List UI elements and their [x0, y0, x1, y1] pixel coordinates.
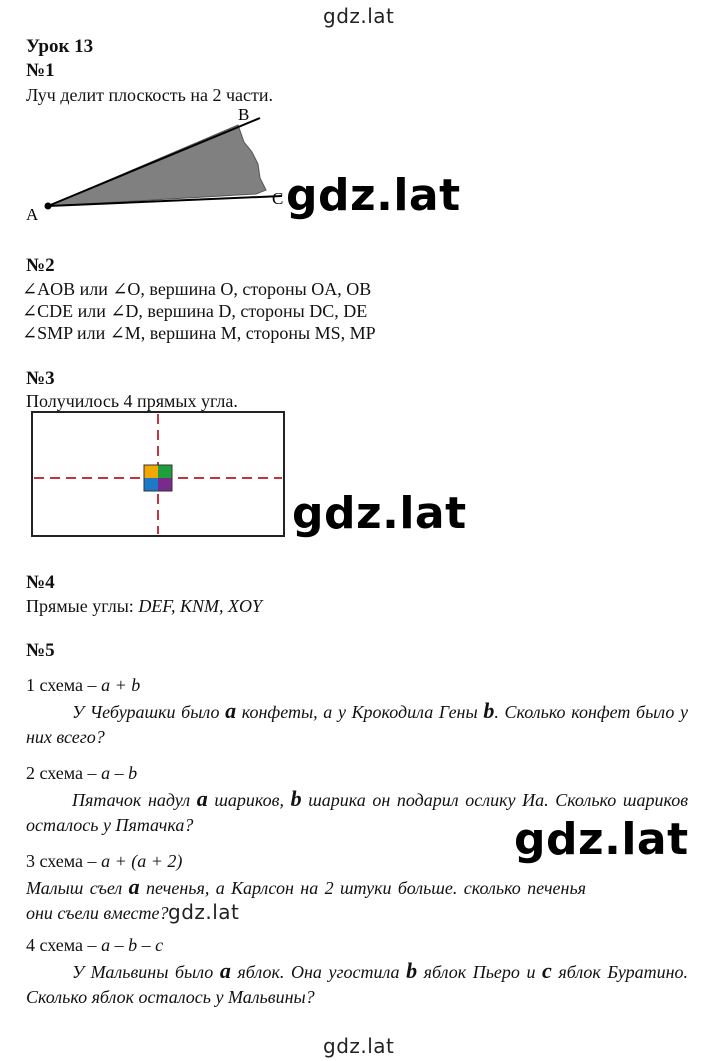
rectangle-figure: [30, 410, 290, 540]
square-top-left: [144, 465, 158, 478]
watermark-top: gdz.lat: [323, 4, 395, 28]
task1-text: Луч делит плоскость на 2 части.: [26, 85, 273, 105]
task2-line-1: ∠AOB или ∠O, вершина O, стороны OA, OB: [22, 279, 372, 299]
scheme-2-problem: Пятачок надул a шариков, b шарика он подарил ослику Иа. Сколько шариков осталось у Пятачка?: [26, 786, 689, 835]
square-top-right: [158, 465, 172, 478]
scheme-2-label: 2 схема – a – b: [26, 763, 138, 783]
watermark-2: gdz.lat: [292, 488, 467, 539]
label-a: A: [26, 205, 39, 224]
scheme-1-formula: a + b: [101, 675, 141, 695]
task4-text: Прямые углы: DEF, KNM, XOY: [26, 596, 262, 616]
scheme-4-label: 4 схема – a – b – c: [26, 935, 164, 955]
right-angles-list: DEF, KNM, XOY: [138, 596, 262, 616]
scheme-1-problem: У Чебурашки было a конфеты, а у Крокодила Гены b. Сколько конфет было у них всего?: [26, 698, 689, 747]
ray-angle-figure: [20, 100, 290, 225]
shaded-region: [48, 125, 266, 206]
task3-number: №3: [26, 368, 55, 389]
watermark-1: gdz.lat: [286, 170, 461, 221]
square-bottom-left: [144, 478, 158, 491]
task3-text: Получилось 4 прямых угла.: [26, 391, 238, 411]
scheme-2-formula: a – b: [101, 763, 138, 783]
watermark-4: gdz.lat: [168, 900, 240, 924]
watermark-3: gdz.lat: [514, 814, 689, 865]
label-c: C: [272, 189, 284, 208]
scheme-4-problem: У Мальвины было a яблок. Она угостила b яблок Пьеро и c яблок Буратино. Сколько яблок осталось у Мальвины?: [26, 958, 688, 1007]
angle-icon: ∠: [22, 279, 38, 299]
square-bottom-right: [158, 478, 172, 491]
scheme-3-label: 3 схема – a + (a + 2): [26, 851, 183, 871]
angle-icon: ∠: [22, 323, 38, 343]
task5-number: №5: [26, 640, 55, 661]
scheme-1-label: 1 схема – a + b: [26, 675, 141, 695]
scheme-3-problem: Малыш съел a печенья, а Карлсон на 2 штуки больше. сколько печенья они съели вместе?: [26, 874, 587, 923]
task1-number: №1: [26, 60, 55, 81]
task2-number: №2: [26, 255, 55, 276]
lesson-title: Урок 13: [26, 36, 94, 57]
task4-number: №4: [26, 572, 55, 593]
watermark-bottom: gdz.lat: [323, 1034, 395, 1058]
vertex-a: [45, 203, 52, 210]
scheme-4-formula: a – b – c: [101, 935, 164, 955]
angle-icon: ∠: [22, 301, 38, 321]
scheme-3-formula: a + (a + 2): [101, 851, 183, 871]
task2-line-2: ∠CDE или ∠D, вершина D, стороны DC, DE: [22, 301, 368, 321]
task2-line-3: ∠SMP или ∠M, вершина M, стороны MS, MP: [22, 323, 376, 343]
label-b: B: [238, 105, 250, 124]
